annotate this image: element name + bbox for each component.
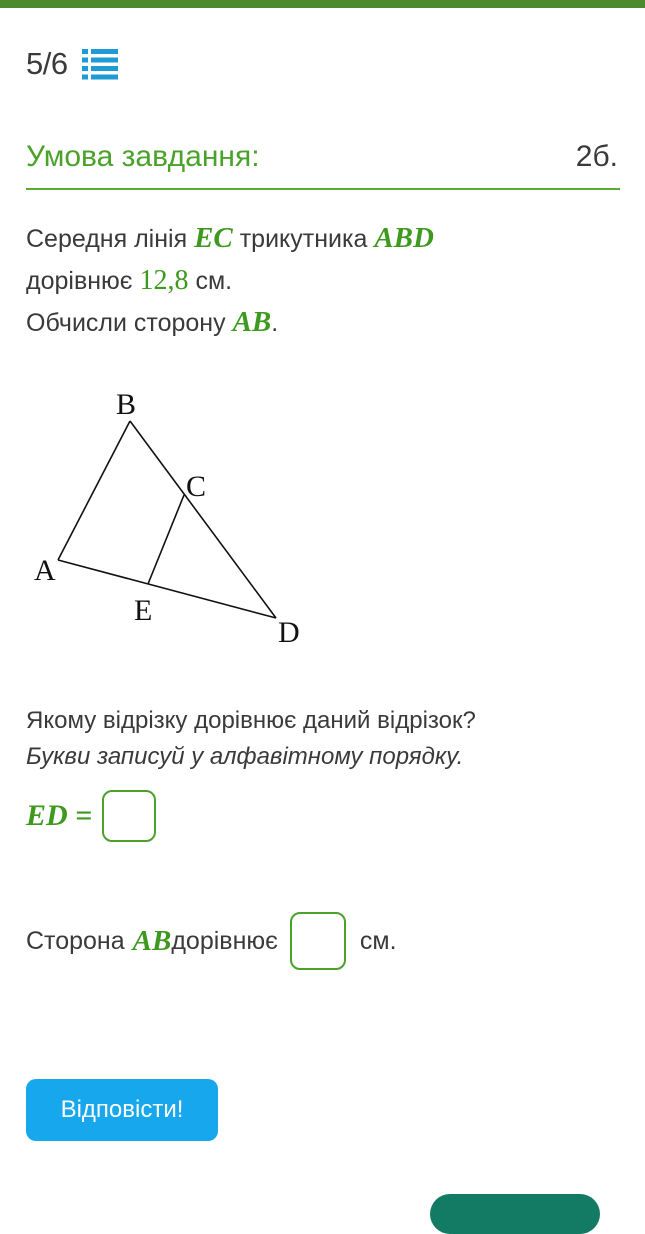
side-length-row <box>26 912 397 970</box>
side-segment-ab: AB <box>132 924 172 957</box>
side-text: Сторона <box>26 926 125 955</box>
task-points: 2б. <box>575 140 618 173</box>
given-length: 12,8 <box>139 265 189 296</box>
side-text: дорівнює <box>171 926 278 955</box>
task-counter[interactable] <box>26 46 118 82</box>
unit-text: см. <box>188 267 233 295</box>
side-ab <box>58 421 130 560</box>
equation-lhs: ED = <box>26 799 93 832</box>
vertex-label-e: E <box>134 594 153 627</box>
task-header <box>26 140 620 190</box>
problem-text: дорівнює <box>26 267 140 295</box>
submit-answer-button[interactable]: Відповісти! <box>26 1079 218 1141</box>
side-bd <box>130 421 276 618</box>
problem-line-2 <box>26 260 434 302</box>
side-unit: см. <box>359 926 397 955</box>
equation-row <box>26 790 156 842</box>
list-icon[interactable] <box>82 47 118 81</box>
problem-text: Обчисли сторону <box>26 309 233 337</box>
segment-ec: EC <box>194 222 233 254</box>
vertex-label-a: A <box>34 554 56 587</box>
problem-text: . <box>271 309 279 337</box>
problem-statement <box>26 218 434 344</box>
midline-ec <box>148 495 184 584</box>
vertex-label-b: B <box>116 388 137 421</box>
vertex-label-d: D <box>278 616 300 649</box>
next-button[interactable] <box>430 1194 600 1234</box>
problem-line-3 <box>26 302 434 344</box>
problem-text: трикутника <box>232 225 375 253</box>
segment-answer-input[interactable] <box>102 790 156 842</box>
question-text: Якому відрізку дорівнює даний відрізок? <box>26 707 476 734</box>
top-bar <box>0 0 645 8</box>
problem-line-1 <box>26 218 434 260</box>
vertex-label-c: C <box>186 470 207 503</box>
side-ad <box>58 560 276 618</box>
triangle-abd: ABD <box>374 222 434 254</box>
task-title: Умова завдання: <box>26 140 260 173</box>
segment-ab: AB <box>232 306 272 338</box>
question-block <box>26 703 476 775</box>
triangle-lines <box>58 421 276 618</box>
question-hint: Букви записуй у алфавітному порядку. <box>26 743 464 770</box>
length-answer-input[interactable] <box>290 912 346 970</box>
task-counter-text: 5/6 <box>26 46 68 81</box>
triangle-figure <box>26 380 326 650</box>
problem-text: Середня лінія <box>26 225 195 253</box>
